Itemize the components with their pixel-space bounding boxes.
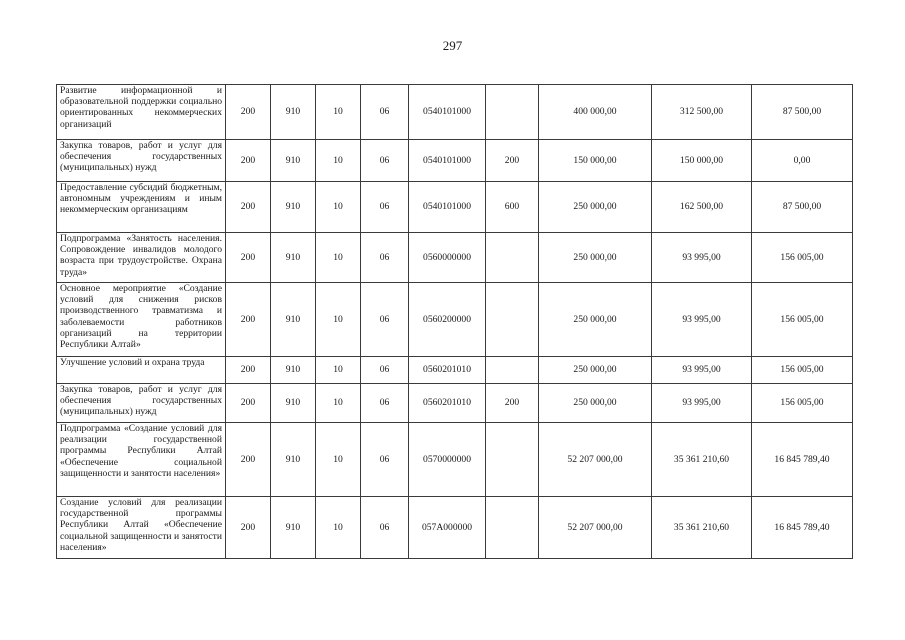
amount-executed-cell: 312 500,00 <box>652 85 752 140</box>
section-cell: 10 <box>316 423 361 497</box>
amount-executed-cell: 35 361 210,60 <box>652 423 752 497</box>
table-row <box>57 357 853 384</box>
amount-remaining-cell: 156 005,00 <box>752 357 853 384</box>
table-row <box>57 140 853 182</box>
section-cell: 10 <box>316 140 361 182</box>
amount-remaining-cell: 16 845 789,40 <box>752 423 853 497</box>
code-cell: 910 <box>271 182 316 233</box>
page-number: 297 <box>442 38 463 53</box>
code-cell: 910 <box>271 423 316 497</box>
code-cell: 910 <box>271 85 316 140</box>
code-cell: 910 <box>271 384 316 423</box>
amount-planned-cell: 250 000,00 <box>539 283 652 357</box>
item-name-cell: Подпрограмма «Создание условий для реализации государственной программы Республики Алтай «Обеспечение социальной защищенности и занятости населения» <box>57 423 226 497</box>
amount-remaining-cell: 87 500,00 <box>752 182 853 233</box>
item-name-cell: Основное мероприятие «Создание условий для снижения рисков производственного травматизма и заболеваемости работников организаций на территории Республики Алтай» <box>57 283 226 357</box>
amount-planned-cell: 52 207 000,00 <box>539 497 652 559</box>
subsection-cell: 06 <box>361 423 409 497</box>
subsection-cell: 06 <box>361 85 409 140</box>
table-row <box>57 85 853 140</box>
target-article-cell: 0540101000 <box>409 182 486 233</box>
table-row <box>57 423 853 497</box>
section-cell: 10 <box>316 384 361 423</box>
code-cell: 910 <box>271 283 316 357</box>
code-cell: 200 <box>226 233 271 283</box>
section-cell: 10 <box>316 357 361 384</box>
code-cell: 910 <box>271 357 316 384</box>
code-cell: 200 <box>226 182 271 233</box>
budget-table <box>56 84 853 559</box>
subsection-cell: 06 <box>361 140 409 182</box>
item-name-cell: Подпрограмма «Занятость населения. Сопровождение инвалидов молодого возраста при трудоустройстве. Охрана труда» <box>57 233 226 283</box>
amount-remaining-cell: 156 005,00 <box>752 233 853 283</box>
target-article-cell: 0540101000 <box>409 140 486 182</box>
amount-executed-cell: 93 995,00 <box>652 233 752 283</box>
target-article-cell: 0560000000 <box>409 233 486 283</box>
budget-table-body <box>57 85 853 559</box>
amount-planned-cell: 250 000,00 <box>539 233 652 283</box>
item-name-cell: Создание условий для реализации государственной программы Республики Алтай «Обеспечение социальной защищенности и занятости населения» <box>57 497 226 559</box>
expense-type-cell <box>486 497 539 559</box>
target-article-cell: 0560201010 <box>409 384 486 423</box>
section-cell: 10 <box>316 283 361 357</box>
item-name-cell: Предоставление субсидий бюджетным, автономным учреждениям и иным некоммерческим организациям <box>57 182 226 233</box>
amount-planned-cell: 52 207 000,00 <box>539 423 652 497</box>
amount-remaining-cell: 87 500,00 <box>752 85 853 140</box>
amount-executed-cell: 93 995,00 <box>652 357 752 384</box>
table-row <box>57 384 853 423</box>
item-name-cell: Закупка товаров, работ и услуг для обеспечения государственных (муниципальных) нужд <box>57 140 226 182</box>
amount-remaining-cell: 156 005,00 <box>752 384 853 423</box>
amount-planned-cell: 150 000,00 <box>539 140 652 182</box>
subsection-cell: 06 <box>361 384 409 423</box>
section-cell: 10 <box>316 182 361 233</box>
amount-executed-cell: 93 995,00 <box>652 384 752 423</box>
code-cell: 200 <box>226 85 271 140</box>
subsection-cell: 06 <box>361 357 409 384</box>
amount-executed-cell: 93 995,00 <box>652 283 752 357</box>
amount-planned-cell: 250 000,00 <box>539 357 652 384</box>
target-article-cell: 0560200000 <box>409 283 486 357</box>
subsection-cell: 06 <box>361 233 409 283</box>
code-cell: 200 <box>226 357 271 384</box>
expense-type-cell <box>486 423 539 497</box>
subsection-cell: 06 <box>361 283 409 357</box>
amount-planned-cell: 250 000,00 <box>539 384 652 423</box>
subsection-cell: 06 <box>361 182 409 233</box>
item-name-cell: Улучшение условий и охрана труда <box>57 357 226 384</box>
expense-type-cell: 200 <box>486 140 539 182</box>
expense-type-cell: 200 <box>486 384 539 423</box>
code-cell: 910 <box>271 140 316 182</box>
amount-remaining-cell: 0,00 <box>752 140 853 182</box>
amount-remaining-cell: 156 005,00 <box>752 283 853 357</box>
expense-type-cell <box>486 357 539 384</box>
table-row <box>57 182 853 233</box>
target-article-cell: 057А000000 <box>409 497 486 559</box>
item-name-cell: Развитие информационной и образовательной поддержки социально ориентированных некоммерческих организаций <box>57 85 226 140</box>
amount-executed-cell: 162 500,00 <box>652 182 752 233</box>
amount-executed-cell: 35 361 210,60 <box>652 497 752 559</box>
table-row <box>57 497 853 559</box>
expense-type-cell <box>486 85 539 140</box>
target-article-cell: 0540101000 <box>409 85 486 140</box>
code-cell: 910 <box>271 233 316 283</box>
section-cell: 10 <box>316 233 361 283</box>
subsection-cell: 06 <box>361 497 409 559</box>
code-cell: 200 <box>226 497 271 559</box>
target-article-cell: 0560201010 <box>409 357 486 384</box>
target-article-cell: 0570000000 <box>409 423 486 497</box>
item-name-cell: Закупка товаров, работ и услуг для обеспечения государственных (муниципальных) нужд <box>57 384 226 423</box>
amount-executed-cell: 150 000,00 <box>652 140 752 182</box>
code-cell: 200 <box>226 283 271 357</box>
expense-type-cell: 600 <box>486 182 539 233</box>
amount-planned-cell: 250 000,00 <box>539 182 652 233</box>
code-cell: 200 <box>226 423 271 497</box>
expense-type-cell <box>486 233 539 283</box>
amount-remaining-cell: 16 845 789,40 <box>752 497 853 559</box>
code-cell: 200 <box>226 140 271 182</box>
code-cell: 200 <box>226 384 271 423</box>
expense-type-cell <box>486 283 539 357</box>
section-cell: 10 <box>316 497 361 559</box>
code-cell: 910 <box>271 497 316 559</box>
section-cell: 10 <box>316 85 361 140</box>
table-row <box>57 283 853 357</box>
amount-planned-cell: 400 000,00 <box>539 85 652 140</box>
table-row <box>57 233 853 283</box>
